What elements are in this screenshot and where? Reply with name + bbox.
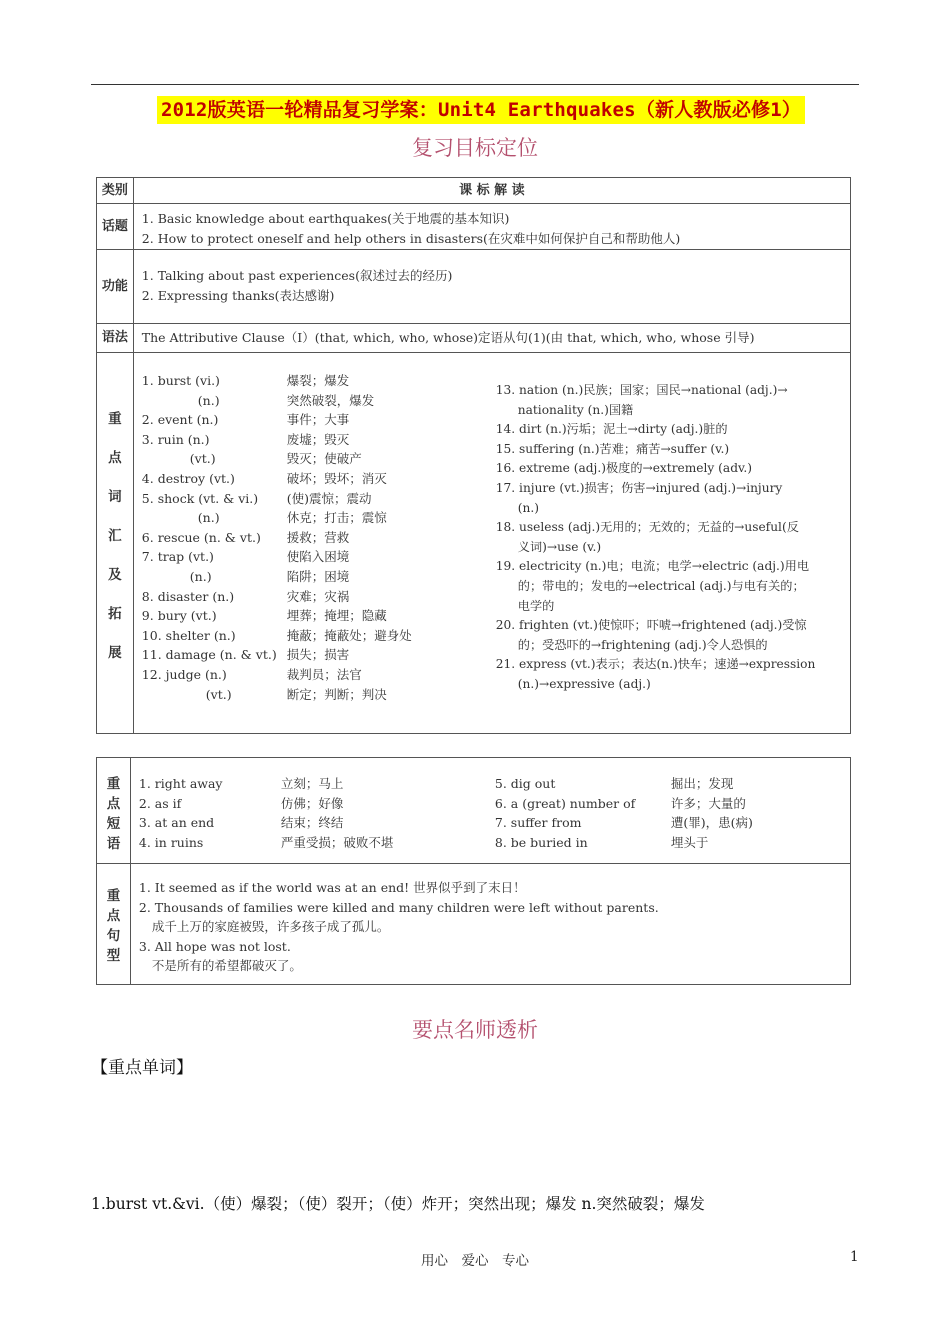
vocab-meaning: 废墟；毁灭 [286, 431, 350, 447]
section-title-key-analysis: 要点名师透析 [412, 1018, 538, 1042]
key-words-heading: 【重点单词】 [91, 1058, 193, 1078]
phrase-zh: 结束；终结 [280, 815, 344, 831]
vocab-meaning: 破坏；毁坏；消灭 [286, 470, 387, 486]
topic-line-2: 2. How to protect oneself and help others in disasters(在灾难中如何保护自己和帮助他人) [141, 230, 681, 246]
vocab-meaning: 掩蔽；掩蔽处；避身处 [286, 627, 412, 643]
document-title: 2012版英语一轮精品复习学案：Unit4 Earthquakes（新人教版必修1） [157, 96, 805, 124]
row-label-phrases: 重 点 短 语 [97, 758, 131, 864]
row-label-vocabulary: 重 点 词 汇 及 拓 展 [97, 353, 134, 734]
sentence-translation: 不是所有的希望都破灭了。 [151, 958, 302, 974]
row-label-grammar: 语法 [97, 324, 134, 353]
topic-line-1: 1. Basic knowledge about earthquakes(关于地震的基本知识) [141, 211, 510, 226]
vocab-term: 6. rescue (n. & vt.) [141, 529, 261, 545]
vocab-meaning: 埋葬；掩埋；隐藏 [286, 608, 387, 624]
row-label-topic: 话题 [97, 204, 134, 250]
row-grammar [97, 324, 851, 353]
row-label-function: 功能 [97, 250, 134, 324]
objectives-table [96, 177, 851, 734]
sentence-translation: 成千上万的家庭被毁，许多孩子成了孤儿。 [151, 919, 390, 935]
phrase-zh: 埋头于 [670, 834, 709, 850]
vocab-term: 1. burst (vi.) [141, 373, 220, 388]
phrase-en: 5. dig out [494, 776, 556, 791]
vocab-meaning: 事件；大事 [286, 412, 350, 428]
phrase-zh: 严重受损；破败不堪 [280, 834, 394, 850]
footer-motto: 用心 爱心 专心 [421, 1253, 529, 1269]
phrase-en: 2. as if [138, 795, 182, 811]
vocab-right-line: 15. suffering (n.)苦难；痛苦→suffer (v.) [495, 441, 730, 456]
vocab-term: (n.) [197, 510, 220, 526]
vocab-left-terms [142, 371, 292, 704]
vocab-meaning: 毁灭；使破产 [286, 451, 362, 467]
row-phrases [97, 758, 851, 864]
vocab-term: 7. trap (vt.) [141, 549, 214, 565]
burst-definition: 1.burst vt.&vi.（使）爆裂；（使）裂开；（使）炸开；突然出现；爆发 n.突然破裂；爆发 [91, 1195, 705, 1213]
vocab-term: 3. ruin (n.) [141, 431, 210, 447]
phrase-en: 4. in ruins [138, 834, 204, 850]
phrases-col-3 [495, 774, 635, 852]
vocab-term: (vt.) [189, 451, 216, 467]
sentence-line: 2. Thousands of families were killed and many children were left without parents. [138, 899, 659, 915]
vocab-term: (n.) [197, 392, 220, 408]
phrases-col-2 [281, 774, 394, 852]
vocab-term: 8. disaster (n.) [141, 588, 235, 604]
vocab-right-line: 14. dirt (n.)污垢；泥土→dirty (adj.)脏的 [495, 422, 728, 437]
vocab-meaning: 爆裂；爆发 [286, 373, 350, 388]
phrase-zh: 许多；大量的 [670, 795, 746, 811]
phrase-zh: 掘出；发现 [670, 776, 734, 791]
phrases-col-1 [139, 774, 223, 852]
vocab-right-line: (n.)→expressive (adj.) [517, 676, 651, 691]
vocab-term: 10. shelter (n.) [141, 627, 236, 643]
vocab-term: (vt.) [205, 686, 232, 702]
vocab-right-list [496, 381, 848, 695]
vocab-term: 5. shock (vt. & vi.) [141, 490, 259, 506]
table-header-row [97, 178, 851, 204]
vocab-right-line: (n.) [517, 500, 540, 515]
vocab-meaning: 陷阱；困境 [286, 568, 350, 584]
vocab-meaning: 突然破裂，爆发 [286, 392, 375, 408]
vocab-term: (n.) [189, 568, 212, 584]
row-vocabulary [97, 353, 851, 734]
function-line-1: 1. Talking about past experiences(叙述过去的经历) [141, 268, 453, 283]
section-title-review-goals: 复习目标定位 [412, 136, 538, 160]
vocab-right-line: 义词)→use (v.) [517, 539, 602, 554]
phrase-en: 1. right away [138, 776, 223, 791]
vocab-term: 9. bury (vt.) [141, 608, 217, 624]
vocab-meaning: 裁判员；法官 [286, 666, 362, 682]
vocab-right-line: 20. frighten (vt.)使惊吓；吓唬→frightened (adj.)受惊 [495, 618, 807, 633]
vocab-right-line: 的；受恐吓的→frightening (adj.)令人恐惧的 [517, 637, 768, 652]
vocab-meaning: 休克；打击；震惊 [286, 510, 387, 526]
phrase-en: 7. suffer from [494, 815, 582, 831]
vocab-right-line: 17. injure (vt.)损害；伤害→injured (adj.)→injury [495, 480, 783, 495]
header-category: 类别 [97, 178, 134, 204]
vocab-right-line: 的；带电的；发电的→electrical (adj.)与电有关的； [517, 578, 805, 593]
vocab-term: 11. damage (n. & vt.) [141, 647, 277, 663]
vocab-term: 2. event (n.) [141, 412, 219, 428]
phrases-sentences-table [96, 757, 851, 985]
vocab-meaning: 断定；判断；判决 [286, 686, 387, 702]
vocab-right-line: 18. useless (adj.)无用的；无效的；无益的→useful(反 [495, 520, 799, 535]
phrases-col-4 [671, 774, 753, 852]
vocab-meaning: 损失；损害 [286, 647, 350, 663]
vocab-term: 4. destroy (vt.) [141, 470, 235, 486]
header-interpretation: 课 标 解 读 [133, 178, 850, 204]
row-label-sentences: 重 点 句 型 [97, 864, 131, 985]
vocab-meaning: 使陷入困境 [286, 549, 350, 565]
vocab-right-line: 19. electricity (n.)电；电流；电学→electric (adj.)用电 [495, 559, 810, 574]
header-rule [91, 84, 859, 85]
row-sentences [97, 864, 851, 985]
phrase-en: 8. be buried in [494, 834, 588, 850]
function-line-2: 2. Expressing thanks(表达感谢) [141, 287, 335, 303]
vocab-right-line: 21. express (vt.)表示；表达(n.)快车；速递→expression [495, 657, 816, 672]
grammar-line: The Attributive Clause（Ⅰ）(that, which, who, whose)定语从句(1)(由 that, which, who, whose 引导) [141, 330, 755, 346]
vocab-right-line: nationality (n.)国籍 [517, 402, 634, 417]
page-number: 1 [850, 1249, 859, 1265]
vocab-left-meanings [287, 371, 487, 704]
phrase-en: 3. at an end [138, 815, 215, 831]
row-topic [97, 204, 851, 250]
sentence-line: 1. It seemed as if the world was at an end! 世界似乎到了末日！ [138, 880, 526, 895]
row-function [97, 250, 851, 324]
vocab-term: 12. judge (n.) [141, 666, 227, 682]
phrase-zh: 立刻；马上 [280, 776, 344, 791]
vocab-meaning: (使)震惊；震动 [286, 490, 372, 506]
vocab-right-line: 电学的 [517, 598, 555, 613]
phrase-zh: 仿佛；好像 [280, 795, 344, 811]
vocab-right-line: 13. nation (n.)民族；国家；国民→national (adj.)→ [495, 383, 788, 397]
sentence-line: 3. All hope was not lost. [138, 938, 291, 954]
phrase-zh: 遭(罪)，患(病) [670, 815, 753, 831]
vocab-right-line: 16. extreme (adj.)极度的→extremely (adv.) [495, 461, 753, 476]
phrase-en: 6. a (great) number of [494, 795, 636, 811]
vocab-meaning: 灾难；灾祸 [286, 588, 350, 604]
vocab-meaning: 援救；营救 [286, 529, 350, 545]
